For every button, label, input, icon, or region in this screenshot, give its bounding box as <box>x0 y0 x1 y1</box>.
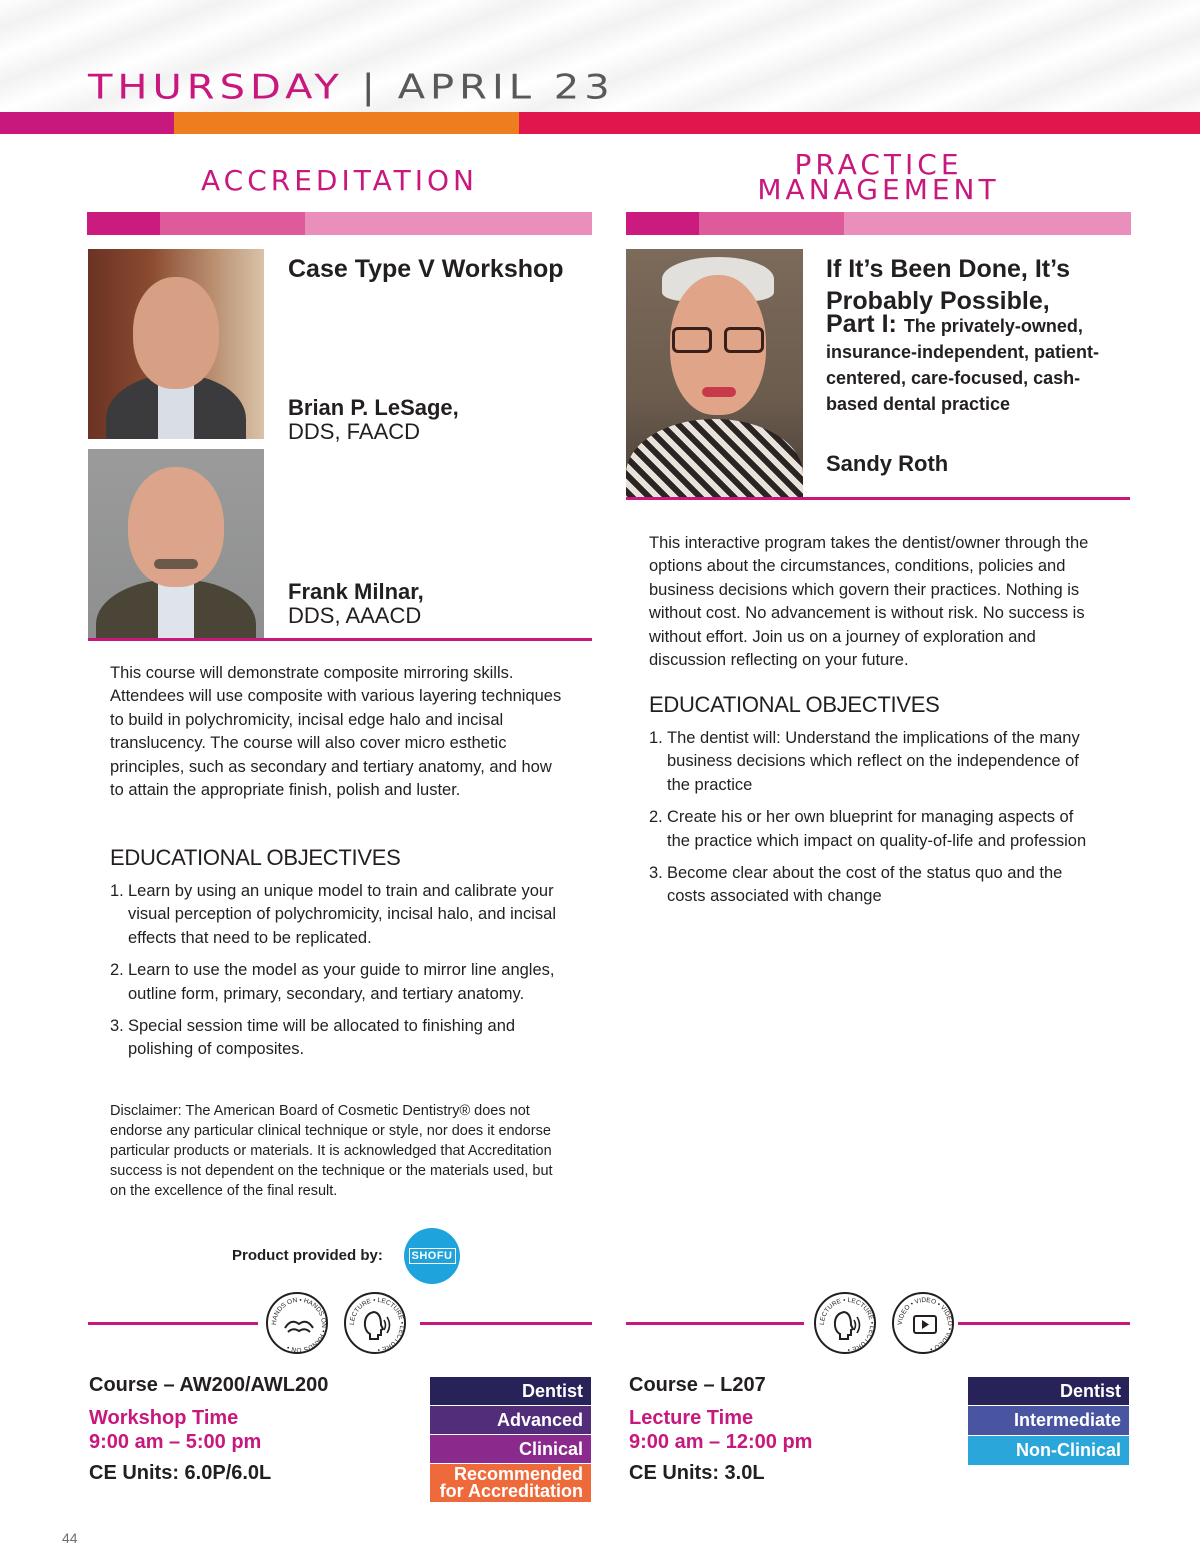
svg-text:LECTURE • LECTURE • LECTURE •: LECTURE • LECTURE • LECTURE • <box>348 1296 406 1354</box>
left-track-header <box>87 166 592 196</box>
left-speaker-rule <box>88 638 592 641</box>
right-time-label: Lecture Time <box>629 1407 754 1429</box>
speaker-roth <box>826 452 948 476</box>
header-bar-red <box>519 112 1200 134</box>
left-track-bar <box>87 212 592 235</box>
tag-clinical: Clinical <box>430 1435 591 1463</box>
course-title-case-type-v: Case Type V Workshop <box>288 255 564 283</box>
speaker-name: Brian P. LeSage, <box>288 395 459 420</box>
list-item: 2. Create his or her own blueprint for managing aspects of the practice which impact on quality-of-life and profession <box>649 808 1087 850</box>
svg-text:VIDEO • VIDEO • VIDEO • VIDEO: VIDEO • VIDEO • VIDEO • VIDEO • <box>896 1296 954 1353</box>
course-title-line: If It’s Been Done, It’s <box>826 255 1071 283</box>
course-title-part <box>826 312 1132 416</box>
track-bar-segment <box>844 212 1131 235</box>
tag-recommended-for-accreditation: Recommended for Accreditation <box>430 1464 591 1502</box>
svg-text:HANDS ON • HANDS ON • HANDS ON: HANDS ON • HANDS ON • HANDS ON • <box>270 1296 328 1354</box>
right-objectives-heading: EDUCATIONAL OBJECTIVES <box>649 692 940 717</box>
course-title-if-its-been-done <box>826 253 1136 317</box>
page-title <box>88 68 615 107</box>
left-time-label: Workshop Time <box>89 1407 239 1429</box>
product-provided-label: Product provided by: <box>232 1247 383 1264</box>
list-item: 1. The dentist will: Understand the implications of the many business decisions which reflect on the independence of the practice <box>649 729 1080 794</box>
title-day: THURSDAY <box>88 68 344 108</box>
right-track-bar <box>626 212 1131 235</box>
speaker-photo-lesage <box>88 249 264 439</box>
hands-on-icon <box>266 1292 328 1354</box>
speaker-credentials: DDS, FAACD <box>288 419 421 444</box>
right-icons-rule <box>626 1322 804 1325</box>
left-course-code: Course – AW200/AWL200 <box>89 1374 329 1396</box>
video-ring <box>894 1294 956 1356</box>
right-time: 9:00 am – 12:00 pm <box>629 1431 813 1453</box>
page-number: 44 <box>62 1530 78 1546</box>
left-ce-units: CE Units: 6.0P/6.0L <box>89 1462 272 1484</box>
right-speaker-rule <box>626 497 1130 500</box>
right-course-description: This interactive program takes the dentist/owner through the options about the circumstances, conditions, policies and business decisions which govern their practices. Nothing is without cost. No advancement is without risk. No success is without effort. Join us on a journey of exploration and discussion reflecting on your future. <box>649 534 1089 670</box>
header-bar-magenta <box>0 112 174 134</box>
right-course-code: Course – L207 <box>629 1374 766 1396</box>
speaker-photo-roth <box>626 249 803 497</box>
right-icons-rule <box>958 1322 1130 1325</box>
title-date: APRIL 23 <box>397 68 615 108</box>
tag-non-clinical: Non-Clinical <box>968 1436 1129 1465</box>
list-item: 3. Special session time will be allocated to finishing and polishing of composites. <box>110 1017 516 1059</box>
list-item: 2. Learn to use the model as your guide to mirror line angles, outline form, primary, secondary, and tertiary anatomy. <box>110 961 555 1003</box>
right-objectives-list <box>649 727 1099 918</box>
list-item: 3. Become clear about the cost of the status quo and the costs associated with change <box>649 864 1063 906</box>
course-title-line: Probably Possible, <box>826 287 1050 315</box>
disclaimer: Disclaimer: The American Board of Cosmetic Dentistry® does not endorse any particular clinical technique or style, nor does it endorse particular products or materials. It is acknowledged that Accreditation success is not dependent on the technique or the materials used, but on the excellence of the final result. <box>110 1103 553 1199</box>
lecture-icon <box>344 1292 406 1354</box>
right-ce-units: CE Units: 3.0L <box>629 1462 765 1484</box>
tag-intermediate: Intermediate <box>968 1406 1129 1435</box>
shofu-logo: SHOFU <box>404 1228 460 1284</box>
track-bar-segment <box>160 212 305 235</box>
left-course-description: This course will demonstrate composite mirroring skills. Attendees will use composite with various layering techniques to build in polychromicity, incisal edge halo and incisal translucency. The course will also cover micro esthetic principles, such as secondary and tertiary anatomy, and how to attain the appropriate finish, polish and luster. <box>110 664 562 800</box>
left-objectives-heading: EDUCATIONAL OBJECTIVES <box>110 845 401 870</box>
left-objectives-list <box>110 880 566 1071</box>
speaker-credentials: DDS, AAACD <box>288 603 422 628</box>
list-item: 1. Learn by using an unique model to train and calibrate your visual perception of polychromicity, incisal halo, and incisal effects that need to be replicated. <box>110 882 556 947</box>
track-bar-segment <box>626 212 699 235</box>
video-icon <box>892 1292 954 1354</box>
track-title-practice-management: PRACTICE MANAGEMENT <box>757 148 1000 206</box>
right-track-header <box>626 148 1131 206</box>
left-time: 9:00 am – 5:00 pm <box>89 1431 262 1453</box>
title-separator: | <box>361 68 380 108</box>
left-icons-rule <box>88 1322 258 1325</box>
speaker-name: Frank Milnar, <box>288 579 424 604</box>
track-title-accreditation: ACCREDITATION <box>201 164 478 197</box>
tag-dentist: Dentist <box>968 1377 1129 1405</box>
left-icons-rule <box>420 1322 592 1325</box>
course-subtitle: The privately-owned, insurance-independent, patient-centered, care-focused, cash-based dental practice <box>826 316 1100 414</box>
track-bar-segment <box>305 212 592 235</box>
header-bar-orange <box>174 112 519 134</box>
speaker-photo-milnar <box>88 449 264 639</box>
tag-advanced: Advanced <box>430 1406 591 1434</box>
tag-dentist: Dentist <box>430 1377 591 1405</box>
speaker-milnar <box>288 580 424 628</box>
speaker-lesage <box>288 396 459 444</box>
course-title-part-label: Part I: <box>826 310 897 338</box>
lecture-ring <box>346 1294 408 1356</box>
lecture-icon <box>814 1292 876 1354</box>
speaker-name: Sandy Roth <box>826 451 949 476</box>
hands-on-ring <box>268 1294 330 1356</box>
track-bar-segment <box>699 212 844 235</box>
lecture-ring <box>816 1294 878 1356</box>
track-bar-segment <box>87 212 160 235</box>
svg-text:LECTURE • LECTURE • LECTURE •: LECTURE • LECTURE • LECTURE • <box>818 1296 876 1354</box>
